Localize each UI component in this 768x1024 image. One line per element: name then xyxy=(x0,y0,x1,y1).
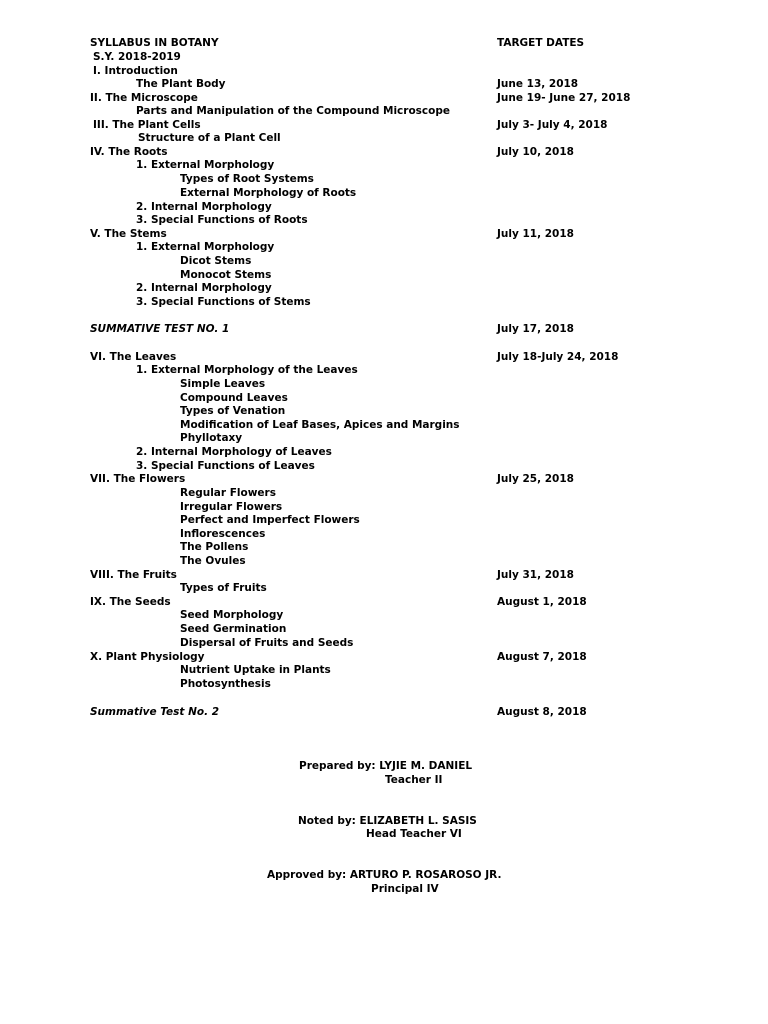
sub-subtopic: Phyllotaxy xyxy=(180,432,243,444)
subtopic: Parts and Manipulation of the Compound Microscope xyxy=(136,105,450,117)
summative-test: Summative Test No. 2 xyxy=(90,706,220,718)
target-date: July 11, 2018 xyxy=(497,228,574,240)
subtopic: Structure of a Plant Cell xyxy=(138,132,281,144)
topic-heading: VI. The Leaves xyxy=(90,351,177,363)
target-date: June 13, 2018 xyxy=(497,78,579,90)
topic-heading: III. The Plant Cells xyxy=(93,119,201,131)
sub-subtopic: Types of Fruits xyxy=(180,582,267,594)
prepared-by-title: Teacher II xyxy=(385,774,443,786)
sub-subtopic: Types of Venation xyxy=(180,405,286,417)
topic-heading: IX. The Seeds xyxy=(90,596,171,608)
subtopic: 3. Special Functions of Roots xyxy=(136,214,308,226)
sub-subtopic: Nutrient Uptake in Plants xyxy=(180,664,331,676)
topic-heading: VII. The Flowers xyxy=(90,473,186,485)
approved-by-line: Approved by: ARTURO P. ROSAROSO JR. xyxy=(267,869,502,881)
target-dates-heading: TARGET DATES xyxy=(497,37,585,49)
sub-subtopic: Compound Leaves xyxy=(180,392,288,404)
target-date: July 17, 2018 xyxy=(497,323,574,335)
noted-by-line: Noted by: ELIZABETH L. SASIS xyxy=(298,815,477,827)
subtopic: 2. Internal Morphology xyxy=(136,201,272,213)
sub-subtopic: Photosynthesis xyxy=(180,678,271,690)
sub-subtopic: Modification of Leaf Bases, Apices and Margins xyxy=(180,419,460,431)
topic-heading: V. The Stems xyxy=(90,228,167,240)
sub-subtopic: Dispersal of Fruits and Seeds xyxy=(180,637,354,649)
noted-by-title: Head Teacher VI xyxy=(366,828,462,840)
sub-subtopic: Simple Leaves xyxy=(180,378,266,390)
target-date: June 19- June 27, 2018 xyxy=(497,92,631,104)
sub-subtopic: Perfect and Imperfect Flowers xyxy=(180,514,360,526)
topic-heading: I. Introduction xyxy=(93,65,178,77)
summative-test: SUMMATIVE TEST NO. 1 xyxy=(90,323,230,335)
prepared-by-line: Prepared by: LYJIE M. DANIEL xyxy=(299,760,473,772)
subtopic: The Plant Body xyxy=(136,78,226,90)
school-year: S.Y. 2018-2019 xyxy=(93,51,181,63)
target-date: July 25, 2018 xyxy=(497,473,574,485)
target-date: July 10, 2018 xyxy=(497,146,574,158)
subtopic: 1. External Morphology xyxy=(136,241,275,253)
subtopic: 1. External Morphology xyxy=(136,159,275,171)
sub-subtopic: The Ovules xyxy=(180,555,246,567)
subtopic: 3. Special Functions of Leaves xyxy=(136,460,315,472)
topic-heading: VIII. The Fruits xyxy=(90,569,177,581)
subtopic: 3. Special Functions of Stems xyxy=(136,296,311,308)
target-date: July 3- July 4, 2018 xyxy=(497,119,608,131)
sub-subtopic: Types of Root Systems xyxy=(180,173,314,185)
sub-subtopic: Regular Flowers xyxy=(180,487,276,499)
document-title: SYLLABUS IN BOTANY xyxy=(90,37,219,49)
target-date: August 8, 2018 xyxy=(497,706,587,718)
subtopic: 2. Internal Morphology xyxy=(136,282,272,294)
sub-subtopic: External Morphology of Roots xyxy=(180,187,357,199)
topic-heading: IV. The Roots xyxy=(90,146,168,158)
sub-subtopic: Inflorescences xyxy=(180,528,266,540)
approved-by-title: Principal IV xyxy=(371,883,439,895)
subtopic: 2. Internal Morphology of Leaves xyxy=(136,446,332,458)
sub-subtopic: The Pollens xyxy=(180,541,249,553)
sub-subtopic: Dicot Stems xyxy=(180,255,252,267)
target-date: August 1, 2018 xyxy=(497,596,587,608)
sub-subtopic: Irregular Flowers xyxy=(180,501,283,513)
topic-heading: X. Plant Physiology xyxy=(90,651,205,663)
target-date: August 7, 2018 xyxy=(497,651,587,663)
sub-subtopic: Monocot Stems xyxy=(180,269,272,281)
target-date: July 31, 2018 xyxy=(497,569,574,581)
target-date: July 18-July 24, 2018 xyxy=(497,351,619,363)
sub-subtopic: Seed Morphology xyxy=(180,609,284,621)
sub-subtopic: Seed Germination xyxy=(180,623,287,635)
subtopic: 1. External Morphology of the Leaves xyxy=(136,364,358,376)
topic-heading: II. The Microscope xyxy=(90,92,198,104)
